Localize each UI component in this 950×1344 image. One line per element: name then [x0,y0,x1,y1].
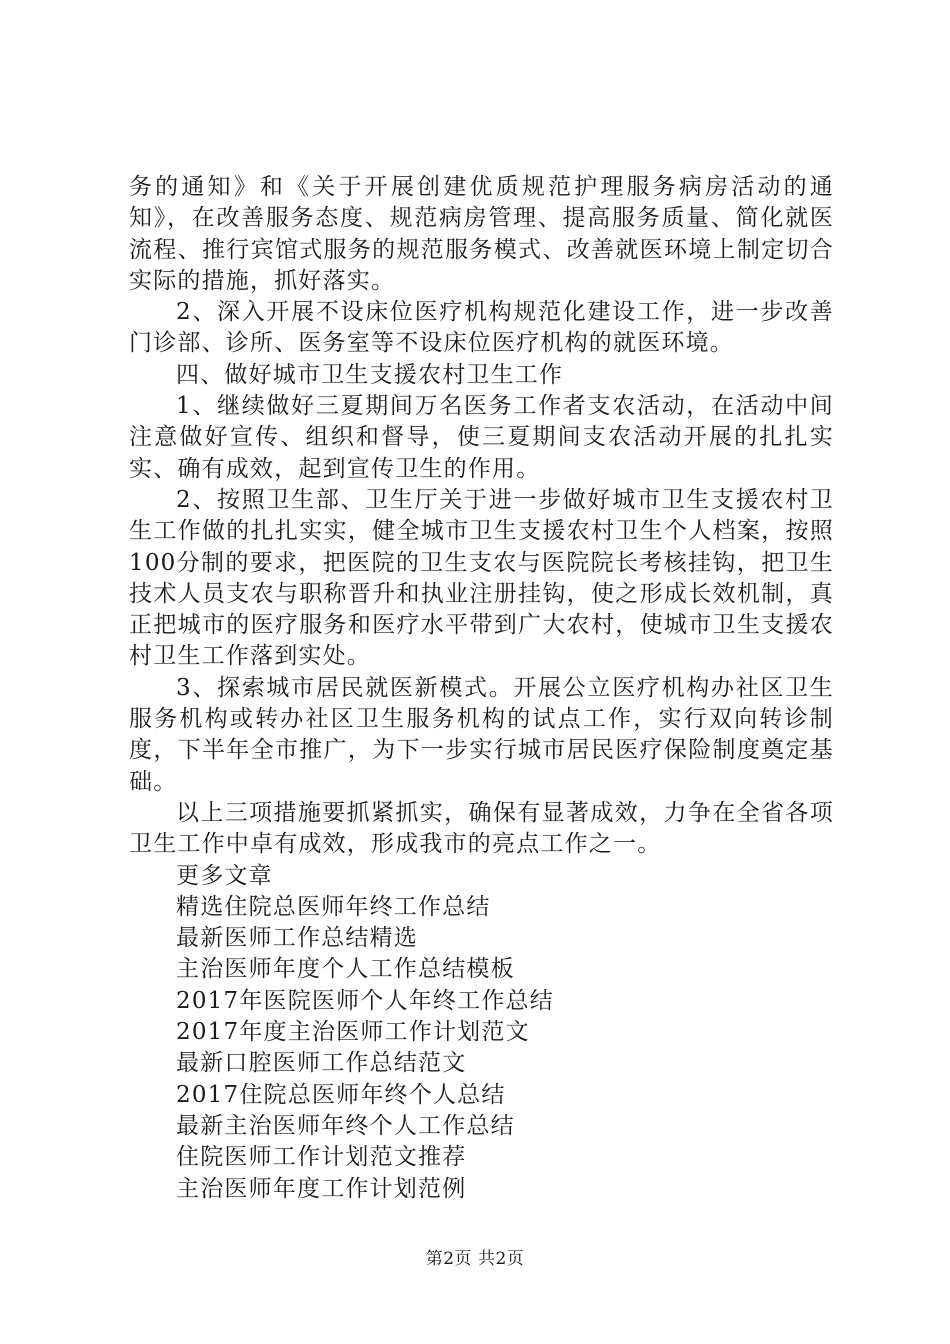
paragraph-item-2b: 2、按照卫生部、卫生厅关于进一步做好城市卫生支援农村卫生工作做的扎扎实实，健全城市卫生支援农村卫生个人档案，按照100分制的要求，把医院的卫生支农与医院院长考核挂钩，把卫生技术人员支农与职称晋升和执业注册挂钩，使之形成长效机制，真正把城市的医疗服务和医疗水平带到广大农村，使城市卫生支援农村卫生工作落到实处。 [129,486,834,670]
paragraph-summary: 以上三项措施要抓紧抓实，确保有显著成效，力争在全省各项卫生工作中卓有成效，形成我市的亮点工作之一。 [129,799,834,858]
more-article-link[interactable]: 最新口腔医师工作总结范文 [176,1050,467,1077]
more-article-link[interactable]: 2017住院总医师年终个人总结 [176,1081,506,1108]
more-article-link[interactable]: 主治医师年度工作计划范例 [176,1175,467,1202]
paragraph-continuation: 务的通知》和《关于开展创建优质规范护理服务病房活动的通知》，在改善服务态度、规范病房管理、提高服务质量、简化就医流程、推行宾馆式服务的规范服务模式、改善就医环境上制定切合实际的措施，抓好落实。 [129,174,834,294]
page-footer: 第2页 共2页 [425,1249,525,1269]
more-article-link[interactable]: 2017年医院医师个人年终工作总结 [176,987,554,1014]
more-article-link[interactable]: 最新主治医师年终个人工作总结 [176,1112,515,1139]
more-article-link[interactable]: 主治医师年度个人工作总结模板 [176,956,515,983]
paragraph-item-2: 2、深入开展不设床位医疗机构规范化建设工作，进一步改善门诊部、诊所、医务室等不设床位医疗机构的就医环境。 [129,299,834,357]
more-article-link[interactable]: 最新医师工作总结精选 [176,925,418,952]
paragraph-item-1: 1、继续做好三夏期间万名医务工作者支农活动，在活动中间注意做好宣传、组织和督导，使三夏期间支农活动开展的扎扎实实、确有成效，起到宣传卫生的作用。 [129,393,834,482]
more-article-link[interactable]: 住院医师工作计划范文推荐 [176,1144,467,1171]
more-articles-list [129,892,834,1205]
more-articles-heading: 更多文章 [176,862,273,889]
paragraph-item-3: 3、探索城市居民就医新模式。开展公立医疗机构办社区卫生服务机构或转办社区卫生服务机构的试点工作，实行双向转诊制度，下半年全市推广，为下一步实行城市居民医疗保险制度奠定基础。 [129,674,834,795]
more-article-link[interactable]: 2017年度主治医师工作计划范文 [176,1019,530,1046]
more-article-link[interactable]: 精选住院总医师年终工作总结 [176,893,491,920]
document-body [129,172,834,1205]
section-heading-four: 四、做好城市卫生支援农村卫生工作 [176,361,564,388]
